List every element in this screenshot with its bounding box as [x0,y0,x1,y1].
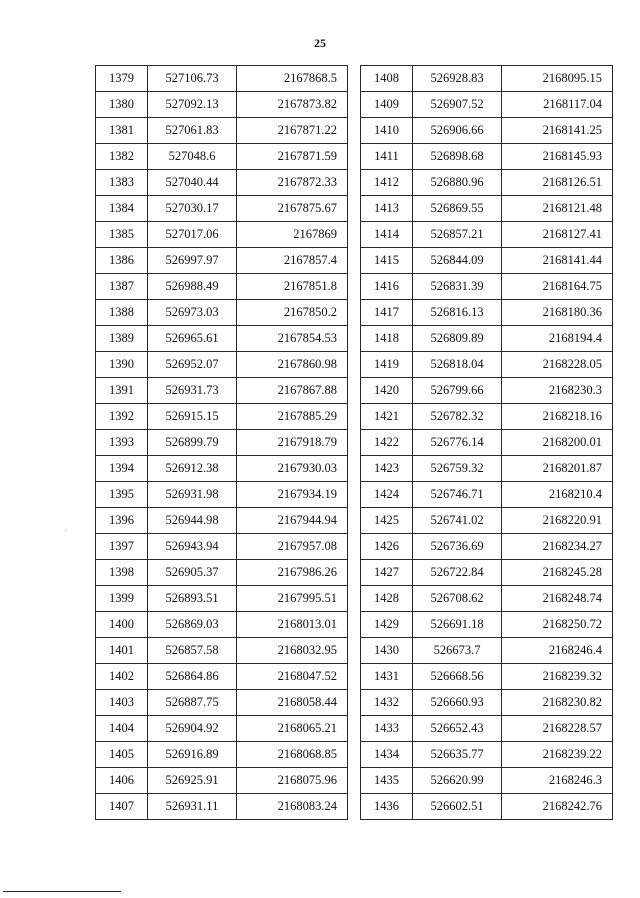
y-coordinate-cell: 2167850.2 [237,300,348,326]
table-row [361,430,613,456]
point-number-cell: 1434 [361,742,413,768]
table-row [96,196,348,222]
y-coordinate-cell: 2167869 [237,222,348,248]
table-row [361,638,613,664]
x-coordinate-cell: 526668.56 [413,664,502,690]
point-number-cell: 1423 [361,456,413,482]
point-number-cell: 1425 [361,508,413,534]
table-row [361,664,613,690]
table-row [361,92,613,118]
point-number-cell: 1418 [361,326,413,352]
point-number-cell: 1428 [361,586,413,612]
page-number: 25 [314,36,326,50]
point-number-cell: 1433 [361,716,413,742]
x-coordinate-cell: 527030.17 [148,196,237,222]
table-row [96,430,348,456]
table-row [361,326,613,352]
y-coordinate-cell: 2167934.19 [237,482,348,508]
table-row [96,456,348,482]
x-coordinate-cell: 526887.75 [148,690,237,716]
table-row [361,66,613,92]
y-coordinate-cell: 2167885.29 [237,404,348,430]
x-coordinate-cell: 526759.32 [413,456,502,482]
table-row [96,378,348,404]
point-number-cell: 1397 [96,534,148,560]
point-number-cell: 1426 [361,534,413,560]
table-row [96,300,348,326]
x-coordinate-cell: 527092.13 [148,92,237,118]
x-coordinate-cell: 527040.44 [148,170,237,196]
table-row [361,456,613,482]
y-coordinate-cell: 2168065.21 [237,716,348,742]
x-coordinate-cell: 526782.32 [413,404,502,430]
x-coordinate-cell: 526722.84 [413,560,502,586]
x-coordinate-cell: 526635.77 [413,742,502,768]
point-number-cell: 1389 [96,326,148,352]
y-coordinate-cell: 2168127.41 [502,222,613,248]
table-row [361,560,613,586]
table-row [361,534,613,560]
point-number-cell: 1420 [361,378,413,404]
x-coordinate-cell: 526816.13 [413,300,502,326]
y-coordinate-cell: 2168201.87 [502,456,613,482]
table-row [96,352,348,378]
coordinate-table-right [360,65,613,820]
point-number-cell: 1413 [361,196,413,222]
table-row [361,118,613,144]
y-coordinate-cell: 2168242.76 [502,794,613,820]
table-row [96,690,348,716]
y-coordinate-cell: 2167868.5 [237,66,348,92]
x-coordinate-cell: 526869.55 [413,196,502,222]
y-coordinate-cell: 2168047.52 [237,664,348,690]
coordinate-table-right-body [361,66,613,820]
point-number-cell: 1393 [96,430,148,456]
table-row [96,326,348,352]
x-coordinate-cell: 526973.03 [148,300,237,326]
table-row [96,534,348,560]
table-row [96,222,348,248]
x-coordinate-cell: 526931.98 [148,482,237,508]
x-coordinate-cell: 526736.69 [413,534,502,560]
table-row [361,404,613,430]
table-row [361,586,613,612]
point-number-cell: 1386 [96,248,148,274]
table-row [96,170,348,196]
x-coordinate-cell: 526741.02 [413,508,502,534]
x-coordinate-cell: 526931.73 [148,378,237,404]
x-coordinate-cell: 526906.66 [413,118,502,144]
x-coordinate-cell: 526916.89 [148,742,237,768]
x-coordinate-cell: 526943.94 [148,534,237,560]
y-coordinate-cell: 2167873.82 [237,92,348,118]
point-number-cell: 1411 [361,144,413,170]
table-row [361,144,613,170]
y-coordinate-cell: 2167944.94 [237,508,348,534]
x-coordinate-cell: 526965.61 [148,326,237,352]
point-number-cell: 1408 [361,66,413,92]
point-number-cell: 1395 [96,482,148,508]
y-coordinate-cell: 2167875.67 [237,196,348,222]
table-row [96,482,348,508]
y-coordinate-cell: 2167986.26 [237,560,348,586]
point-number-cell: 1432 [361,690,413,716]
table-row [96,664,348,690]
point-number-cell: 1406 [96,768,148,794]
point-number-cell: 1383 [96,170,148,196]
y-coordinate-cell: 2168032.95 [237,638,348,664]
x-coordinate-cell: 526776.14 [413,430,502,456]
point-number-cell: 1400 [96,612,148,638]
x-coordinate-cell: 526893.51 [148,586,237,612]
y-coordinate-cell: 2168210.4 [502,482,613,508]
x-coordinate-cell: 526912.38 [148,456,237,482]
y-coordinate-cell: 2168228.05 [502,352,613,378]
table-row [96,638,348,664]
y-coordinate-cell: 2168075.96 [237,768,348,794]
y-coordinate-cell: 2168141.44 [502,248,613,274]
x-coordinate-cell: 527048.6 [148,144,237,170]
table-row [96,92,348,118]
y-coordinate-cell: 2167867.88 [237,378,348,404]
x-coordinate-cell: 526944.98 [148,508,237,534]
point-number-cell: 1419 [361,352,413,378]
y-coordinate-cell: 2168234.27 [502,534,613,560]
x-coordinate-cell: 526809.89 [413,326,502,352]
x-coordinate-cell: 526952.07 [148,352,237,378]
x-coordinate-cell: 526844.09 [413,248,502,274]
y-coordinate-cell: 2167872.33 [237,170,348,196]
table-row [96,794,348,820]
y-coordinate-cell: 2167860.98 [237,352,348,378]
table-row [361,794,613,820]
table-row [361,482,613,508]
x-coordinate-cell: 526799.66 [413,378,502,404]
x-coordinate-cell: 527106.73 [148,66,237,92]
x-coordinate-cell: 526925.91 [148,768,237,794]
y-coordinate-cell: 2168218.16 [502,404,613,430]
y-coordinate-cell: 2168180.36 [502,300,613,326]
x-coordinate-cell: 526746.71 [413,482,502,508]
point-number-cell: 1385 [96,222,148,248]
point-number-cell: 1394 [96,456,148,482]
x-coordinate-cell: 526904.92 [148,716,237,742]
point-number-cell: 1410 [361,118,413,144]
table-row [361,612,613,638]
x-coordinate-cell: 527061.83 [148,118,237,144]
table-row [361,352,613,378]
y-coordinate-cell: 2168194.4 [502,326,613,352]
y-coordinate-cell: 2168230.3 [502,378,613,404]
point-number-cell: 1429 [361,612,413,638]
y-coordinate-cell: 2168013.01 [237,612,348,638]
table-row [96,248,348,274]
y-coordinate-cell: 2168246.4 [502,638,613,664]
table-row [96,274,348,300]
y-coordinate-cell: 2168239.22 [502,742,613,768]
point-number-cell: 1430 [361,638,413,664]
x-coordinate-cell: 526899.79 [148,430,237,456]
y-coordinate-cell: 2168145.93 [502,144,613,170]
table-row [96,508,348,534]
point-number-cell: 1398 [96,560,148,586]
y-coordinate-cell: 2168121.48 [502,196,613,222]
table-row [361,690,613,716]
y-coordinate-cell: 2168083.24 [237,794,348,820]
point-number-cell: 1390 [96,352,148,378]
scan-speck: ' [65,528,67,538]
x-coordinate-cell: 526907.52 [413,92,502,118]
table-row [96,404,348,430]
x-coordinate-cell: 527017.06 [148,222,237,248]
x-coordinate-cell: 526652.43 [413,716,502,742]
x-coordinate-cell: 526673.7 [413,638,502,664]
y-coordinate-cell: 2167851.8 [237,274,348,300]
point-number-cell: 1379 [96,66,148,92]
point-number-cell: 1384 [96,196,148,222]
point-number-cell: 1392 [96,404,148,430]
point-number-cell: 1409 [361,92,413,118]
point-number-cell: 1382 [96,144,148,170]
table-row [361,378,613,404]
table-row [96,66,348,92]
table-row [361,222,613,248]
y-coordinate-cell: 2168095.15 [502,66,613,92]
y-coordinate-cell: 2168117.04 [502,92,613,118]
point-number-cell: 1404 [96,716,148,742]
point-number-cell: 1416 [361,274,413,300]
point-number-cell: 1415 [361,248,413,274]
table-row [361,768,613,794]
table-row [96,768,348,794]
footnote-rule [3,891,121,892]
table-row [361,300,613,326]
point-number-cell: 1381 [96,118,148,144]
table-row [361,716,613,742]
y-coordinate-cell: 2168220.91 [502,508,613,534]
point-number-cell: 1436 [361,794,413,820]
coordinate-table-left [95,65,348,820]
x-coordinate-cell: 526931.11 [148,794,237,820]
table-row [96,586,348,612]
x-coordinate-cell: 526988.49 [148,274,237,300]
x-coordinate-cell: 526928.83 [413,66,502,92]
x-coordinate-cell: 526620.99 [413,768,502,794]
x-coordinate-cell: 526857.58 [148,638,237,664]
y-coordinate-cell: 2168246.3 [502,768,613,794]
x-coordinate-cell: 526869.03 [148,612,237,638]
x-coordinate-cell: 526857.21 [413,222,502,248]
point-number-cell: 1422 [361,430,413,456]
table-row [361,742,613,768]
x-coordinate-cell: 526602.51 [413,794,502,820]
coordinate-table-left-body [96,66,348,820]
table-row [361,170,613,196]
point-number-cell: 1421 [361,404,413,430]
table-row [361,508,613,534]
y-coordinate-cell: 2168228.57 [502,716,613,742]
point-number-cell: 1401 [96,638,148,664]
table-row [361,196,613,222]
x-coordinate-cell: 526864.86 [148,664,237,690]
point-number-cell: 1412 [361,170,413,196]
x-coordinate-cell: 526898.68 [413,144,502,170]
y-coordinate-cell: 2168058.44 [237,690,348,716]
y-coordinate-cell: 2168200.01 [502,430,613,456]
y-coordinate-cell: 2168164.75 [502,274,613,300]
point-number-cell: 1414 [361,222,413,248]
x-coordinate-cell: 526915.15 [148,404,237,430]
point-number-cell: 1396 [96,508,148,534]
y-coordinate-cell: 2168248.74 [502,586,613,612]
x-coordinate-cell: 526818.04 [413,352,502,378]
table-row [361,248,613,274]
point-number-cell: 1399 [96,586,148,612]
y-coordinate-cell: 2167930.03 [237,456,348,482]
y-coordinate-cell: 2167854.53 [237,326,348,352]
y-coordinate-cell: 2167918.79 [237,430,348,456]
y-coordinate-cell: 2168245.28 [502,560,613,586]
y-coordinate-cell: 2168239.32 [502,664,613,690]
y-coordinate-cell: 2168250.72 [502,612,613,638]
y-coordinate-cell: 2168141.25 [502,118,613,144]
point-number-cell: 1387 [96,274,148,300]
y-coordinate-cell: 2167957.08 [237,534,348,560]
x-coordinate-cell: 526708.62 [413,586,502,612]
x-coordinate-cell: 526660.93 [413,690,502,716]
point-number-cell: 1380 [96,92,148,118]
table-row [361,274,613,300]
x-coordinate-cell: 526831.39 [413,274,502,300]
point-number-cell: 1405 [96,742,148,768]
point-number-cell: 1388 [96,300,148,326]
y-coordinate-cell: 2167995.51 [237,586,348,612]
x-coordinate-cell: 526880.96 [413,170,502,196]
y-coordinate-cell: 2167871.59 [237,144,348,170]
point-number-cell: 1391 [96,378,148,404]
y-coordinate-cell: 2168126.51 [502,170,613,196]
table-row [96,716,348,742]
x-coordinate-cell: 526691.18 [413,612,502,638]
y-coordinate-cell: 2167871.22 [237,118,348,144]
point-number-cell: 1424 [361,482,413,508]
y-coordinate-cell: 2168230.82 [502,690,613,716]
x-coordinate-cell: 526905.37 [148,560,237,586]
point-number-cell: 1435 [361,768,413,794]
point-number-cell: 1431 [361,664,413,690]
table-row [96,118,348,144]
point-number-cell: 1407 [96,794,148,820]
table-row [96,144,348,170]
table-row [96,560,348,586]
point-number-cell: 1402 [96,664,148,690]
table-row [96,612,348,638]
point-number-cell: 1427 [361,560,413,586]
point-number-cell: 1417 [361,300,413,326]
x-coordinate-cell: 526997.97 [148,248,237,274]
table-row [96,742,348,768]
point-number-cell: 1403 [96,690,148,716]
y-coordinate-cell: 2167857.4 [237,248,348,274]
y-coordinate-cell: 2168068.85 [237,742,348,768]
